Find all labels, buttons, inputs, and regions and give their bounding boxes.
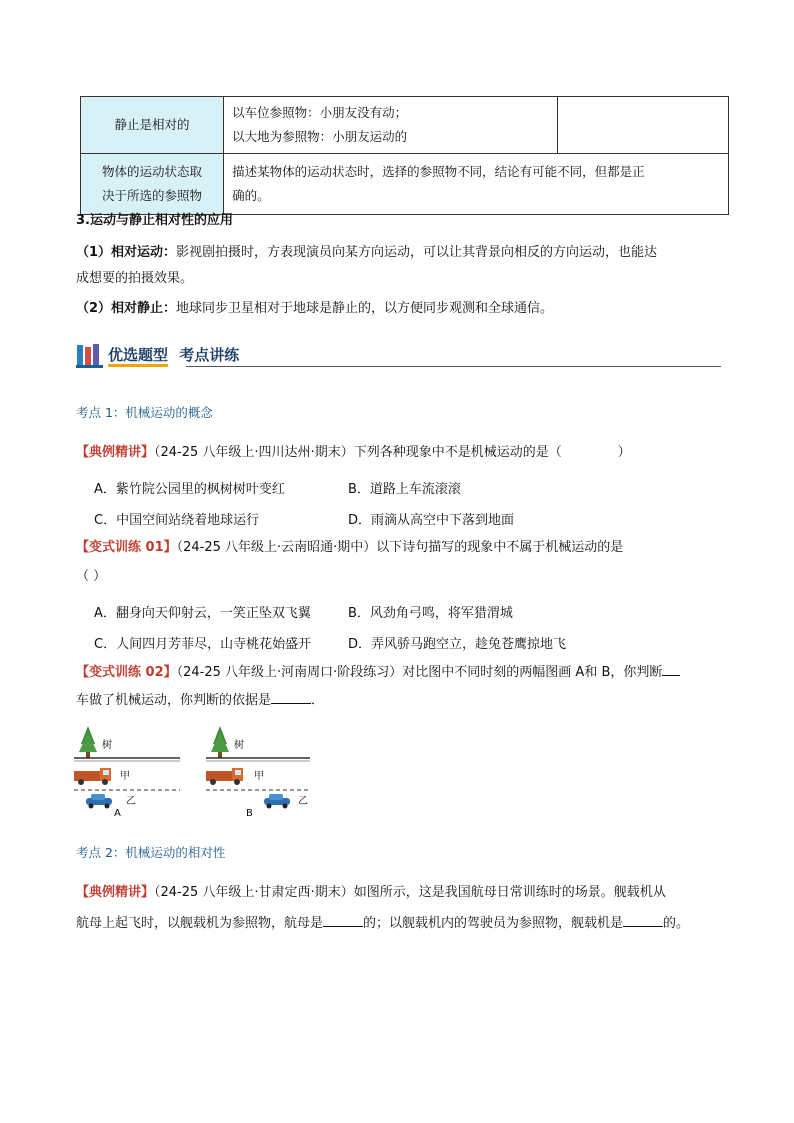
table-empty-cell [558, 97, 729, 154]
question-tag: 【变式训练 02】 [76, 665, 177, 680]
truck-label: 甲 [120, 771, 130, 782]
table-content-cell [224, 154, 729, 215]
question-text: 车做了机械运动，你判断的依据是 [76, 693, 272, 708]
question-tag: 【典例精讲】 [76, 885, 155, 900]
car-icon [264, 794, 290, 809]
question-tag: 【变式训练 01】 [76, 540, 177, 555]
car-label: 乙 [126, 796, 136, 807]
banner-title-main: 优选题型 [108, 346, 168, 367]
answer-blank[interactable] [623, 912, 663, 927]
question-2-stem [76, 535, 623, 561]
question-close-paren: ） [617, 445, 631, 460]
panel-a-label: A [114, 808, 121, 819]
tree-label: 树 [102, 740, 112, 751]
paragraph-label: （2）相对静止： [76, 301, 177, 316]
truck-icon [74, 768, 111, 785]
option-d[interactable]: D．雨滴从高空中下落到地面 [348, 513, 515, 528]
option-b[interactable]: B．道路上车流滚滚 [348, 482, 461, 497]
table-head-cell [81, 97, 224, 154]
table-head-cell [81, 154, 224, 215]
option-b[interactable]: B．风劲角弓鸣，将军猎渭城 [348, 606, 513, 621]
question-1-stem [76, 440, 631, 466]
question-3-continuation [76, 688, 324, 714]
answer-blank[interactable] [271, 689, 311, 704]
question-text: ． [311, 693, 325, 708]
topic-heading-1: 考点 1：机械运动的概念 [76, 405, 213, 420]
table-row [81, 97, 729, 154]
books-icon [76, 342, 106, 368]
banner-rule [186, 366, 721, 367]
paragraph-text: 影视剧拍摄时，方表现演员向某方向运动，可以让其背景向相反的方向运动，也能达 [176, 245, 658, 260]
option-a[interactable]: A．翻身向天仰射云，一笑正坠双飞翼 [94, 606, 311, 621]
question-3-stem [76, 660, 680, 686]
table-content-cell [224, 97, 558, 154]
tree-label: 树 [234, 740, 244, 751]
banner-subtitle: 考点讲练 [179, 346, 240, 364]
paragraph-continuation: 成想要的拍摄效果。 [76, 271, 194, 286]
car-label: 乙 [298, 796, 308, 807]
banner-title [108, 344, 239, 365]
question-4-stem [76, 880, 666, 906]
answer-blank[interactable] [323, 912, 363, 927]
table-head-text: 静止是相对的 [114, 117, 190, 132]
paragraph-text: 地球同步卫星相对于地球是静止的，以方便同步观测和全球通信。 [176, 301, 554, 316]
section-title: 3.运动与静止相对性的应用 [76, 213, 233, 228]
question-text: （24-25 八年级上·河南周口·阶段练习）对比图中不同时刻的两幅图画 A和 B，你判断 [176, 665, 663, 680]
motion-figure [72, 724, 332, 824]
question-4-continuation [76, 911, 689, 937]
car-icon [86, 794, 112, 809]
paragraph-label: （1）相对运动： [76, 245, 177, 260]
concept-table [80, 96, 729, 215]
option-c[interactable]: C．中国空间站绕着地球运行 [94, 513, 260, 528]
table-line: 以大地为参照物：小朋友运动的 [232, 129, 408, 144]
question-text: （24-25 八年级上·云南昭通·期中）以下诗句描写的现象中不属于机械运动的是 [176, 540, 624, 555]
truck-label: 甲 [254, 771, 264, 782]
option-c[interactable]: C．人间四月芳菲尽，山寺桃花始盛开 [94, 637, 312, 652]
table-line: 确的。 [232, 188, 270, 203]
question-text: （24-25 八年级上·四川达州·期末）下列各种现象中不是机械运动的是（ [154, 445, 562, 460]
table-line: 描述某物体的运动状态时，选择的参照物不同，结论有可能不同，但都是正 [232, 164, 645, 179]
question-text: 航母上起飞时，以舰载机为参照物，航母是 [76, 916, 324, 931]
paragraph-relative-motion [76, 240, 657, 266]
option-d[interactable]: D．弄风骄马跑空立，趁兔苍鹰掠地飞 [348, 637, 567, 652]
section-banner [76, 342, 721, 368]
question-tag: 【典例精讲】 [76, 445, 155, 460]
table-head-text: 物体的运动状态取 [102, 164, 203, 179]
answer-paren: （ ） [76, 569, 107, 584]
table-row [81, 154, 729, 215]
truck-icon [206, 768, 243, 785]
question-text: （24-25 八年级上·甘肃定西·期末）如图所示，这是我国航母日常训练时的场景。舰载机从 [154, 885, 666, 900]
panel-b-label: B [246, 808, 253, 819]
answer-blank[interactable] [662, 661, 680, 676]
option-a[interactable]: A．紫竹院公园里的枫树树叶变红 [94, 482, 285, 497]
topic-heading-2: 考点 2：机械运动的相对性 [76, 845, 226, 860]
paragraph-relative-rest [76, 296, 553, 322]
table-line: 以车位参照物：小朋友没有动； [232, 105, 408, 120]
question-text: 的；以舰载机内的驾驶员为参照物，舰载机是 [363, 916, 624, 931]
question-text: 的。 [663, 916, 690, 931]
table-head-text: 决于所选的参照物 [102, 188, 203, 203]
